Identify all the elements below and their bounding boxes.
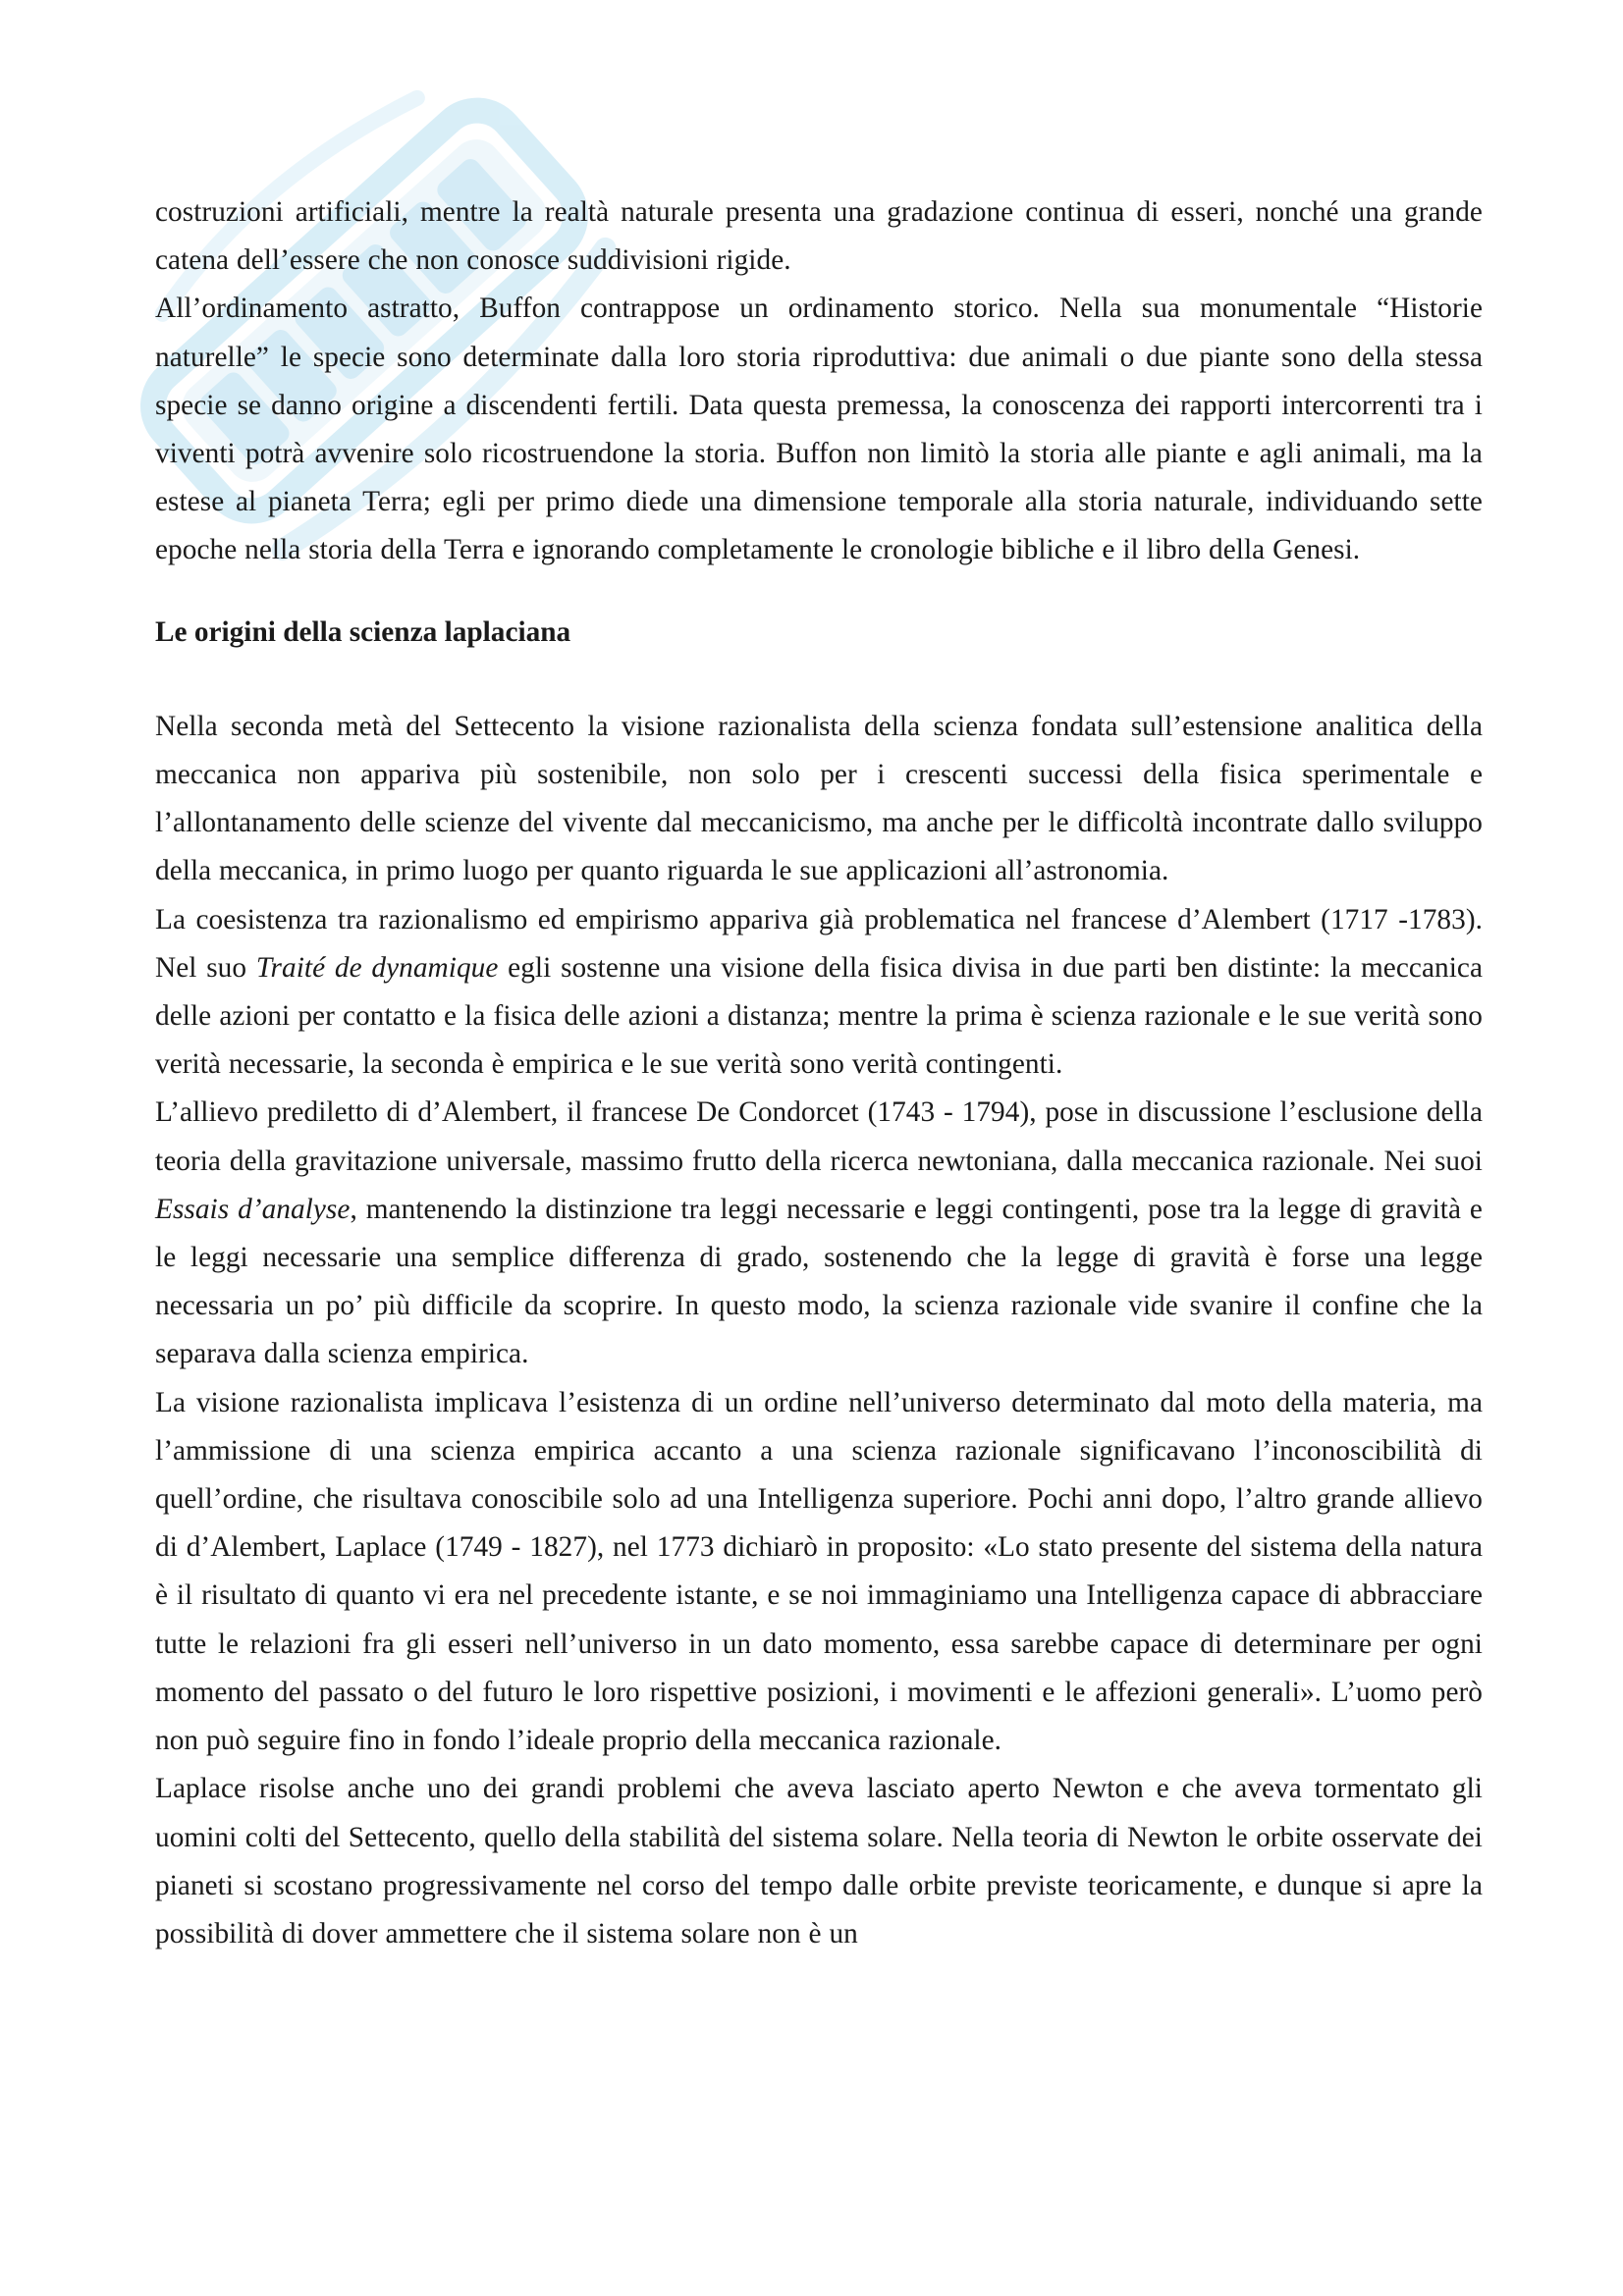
paragraph-laplace-intelligenza: La visione razionalista implicava l’esistenza di un ordine nell’universo determinato dal moto della materia, ma l’ammissione di una scienza empirica accanto a una scienza razionale significavano l’inconoscibilità di quell’ordine, che risultava conoscibile solo ad una Intelligenza superiore. Pochi anni dopo, l’altro grande allievo di d’Alembert, Laplace (1749 - 1827), nel 1773 dichiarò in proposito: «Lo stato presente del sistema della natura è il risultato di quanto vi era nel precedente istante, e se noi immaginiamo una Intelligenza capace di abbracciare tutte le relazioni fra gli esseri nell’universo in un dato momento, essa sarebbe capace di determinare per ogni momento del passato o del futuro le loro rispettive posizioni, i movimenti e le affezioni generali». L’uomo però non può seguire fino in fondo l’ideale proprio della meccanica razionale. [155, 1386, 1483, 1757]
text-run: La coesistenza tra razionalismo ed empirismo appariva già problematica nel francese d’Alembert (1717 -1783). Nel suo [155, 903, 1483, 984]
text-run: , mantenendo la distinzione tra leggi necessarie e leggi contingenti, pose tra la legge di gravità e le leggi necessarie una semplice differenza di grado, sostenendo che la legge di gravità è forse una legge necessaria un po’ più difficile da scoprire. In questo modo, la scienza razionale vide svanire il confine che la separava dalla scienza empirica. [155, 1193, 1483, 1370]
section-heading: Le origini della scienza laplaciana [155, 615, 571, 648]
paragraph-condorcet [155, 1089, 1483, 1378]
paragraph-continuation: costruzioni artificiali, mentre la realtà naturale presenta una gradazione continua di esseri, nonché una grande catena dell’essere che non conosce suddivisioni rigide. [155, 196, 1483, 277]
italic-title-essais: Essais d’analyse [155, 1193, 351, 1225]
paragraph-stabilita-sistema-solare: Laplace risolse anche uno dei grandi problemi che aveva lasciato aperto Newton e che aveva tormentato gli uomini colti del Settecento, quello della stabilità del sistema solare. Nella teoria di Newton le orbite osservate dei pianeti si scostano progressivamente nel corso del tempo dalle orbite previste teoricamente, e dunque si apre la possibilità di dover ammettere che il sistema solare non è un [155, 1773, 1483, 1949]
text-run: egli sostenne una visione della fisica divisa in due parti ben distinte: la meccanica delle azioni per contatto e la fisica delle azioni a distanza; mentre la prima è scienza razionale e le sue verità sono verità necessarie, la seconda è empirica e le sue verità sono verità contingenti. [155, 951, 1484, 1081]
paragraph-razionalista: Nella seconda metà del Settecento la visione razionalista della scienza fondata sull’estensione analitica della meccanica non appariva più sostenibile, non solo per i crescenti successi della fisica sperimentale e l’allontanamento delle scienze del vivente dal meccanicismo, ma anche per le difficoltà incontrate dallo sviluppo della meccanica, in primo luogo per quanto riguarda le sue applicazioni all’astronomia. [155, 710, 1483, 887]
paragraph-buffon: All’ordinamento astratto, Buffon contrappose un ordinamento storico. Nella sua monumentale “Historie naturelle” le specie sono determinate dalla loro storia riproduttiva: due animali o due piante sono della stessa specie se danno origine a discendenti fertili. Data questa premessa, la conoscenza dei rapporti intercorrenti tra i viventi potrà avvenire solo ricostruendone la storia. Buffon non limitò la storia alle piante e agli animali, ma la estese al pianeta Terra; egli per primo diede una dimensione temporale alla storia naturale, individuando sette epoche nella storia della Terra e ignorando completamente le cronologie bibliche e il libro della Genesi. [155, 293, 1483, 566]
paragraph-dalembert [155, 896, 1483, 1090]
document-body [155, 188, 1483, 1958]
text-run: L’allievo prediletto di d’Alembert, il francese De Condorcet (1743 - 1794), pose in discussione l’esclusione della teoria della gravitazione universale, massimo frutto della ricerca newtoniana, dalla meccanica razionale. Nei suoi [155, 1096, 1483, 1177]
italic-title-traite: Traité de dynamique [255, 951, 499, 984]
